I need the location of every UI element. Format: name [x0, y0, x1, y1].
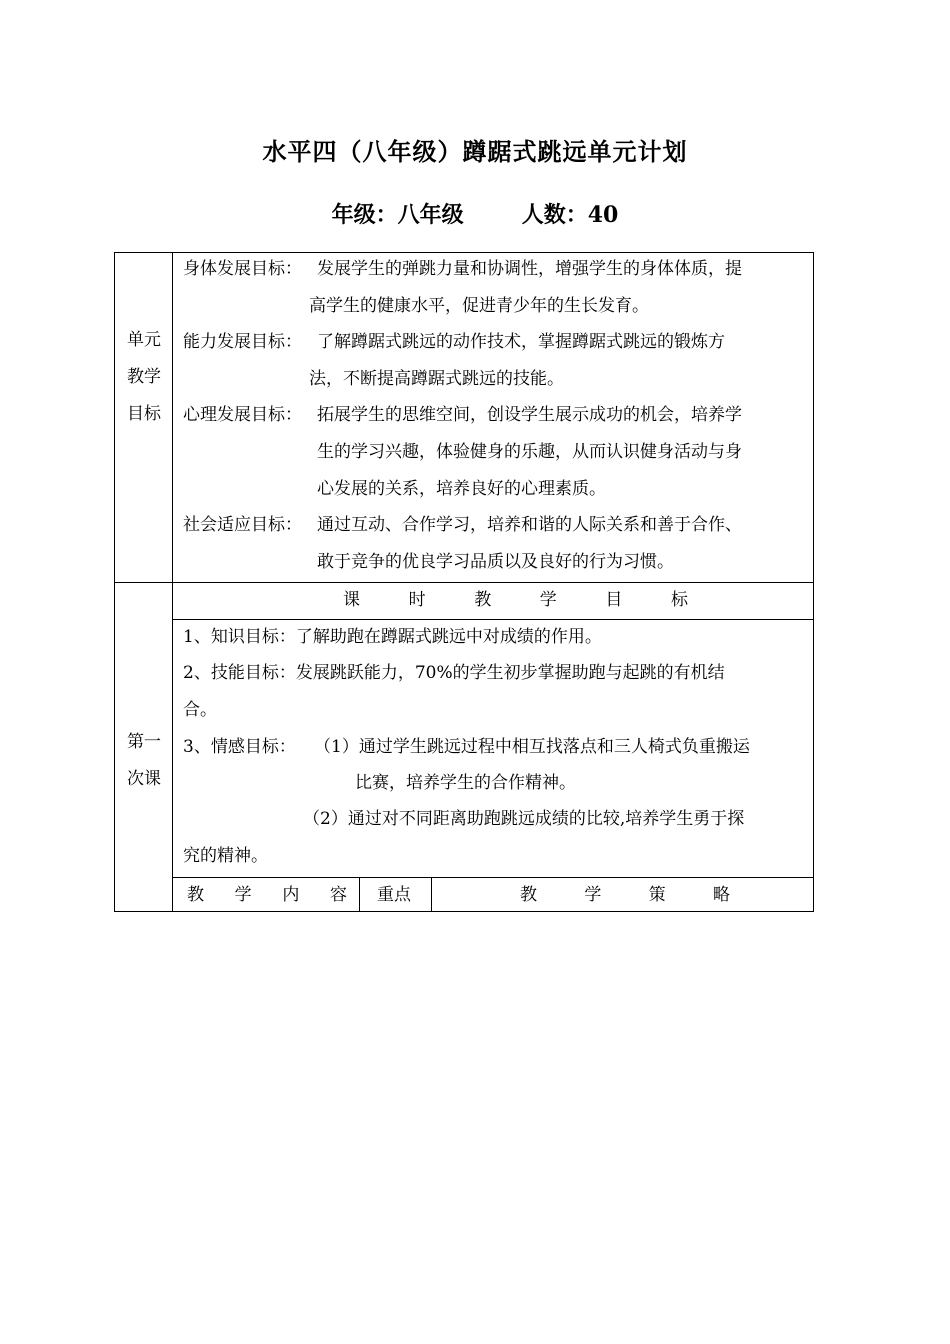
skill-goal-line-1: 2、技能目标：发展跳跃能力，70%的学生初步掌握助跑与起跳的有机结 — [183, 663, 725, 683]
teaching-strategy-header: 教 学 策 略 — [520, 885, 730, 905]
columns-header-divider — [172, 877, 813, 878]
social-goal-line-2: 敢于竞争的优良学习品质以及良好的行为习惯。 — [317, 552, 674, 572]
social-goal-line-1: 通过互动、合作学习，培养和谐的人际关系和善于合作、 — [317, 515, 742, 535]
document-title: 水平四（八年级）蹲踞式跳远单元计划 — [262, 137, 688, 166]
plan-table — [114, 252, 814, 912]
teaching-content-header: 教 学 内 容 — [187, 885, 347, 905]
body-goal-label: 身体发展目标： — [183, 259, 302, 279]
mental-goal-line-1: 拓展学生的思维空间，创设学生展示成功的机会，培养学 — [317, 405, 742, 425]
skill-goal-line-2: 合。 — [183, 700, 217, 720]
emotion-goal-1-line-2: 比赛，培养学生的合作精神。 — [355, 773, 576, 793]
grade-label: 年级：八年级 — [331, 202, 464, 228]
emotion-goal-label: 3、情感目标： — [183, 737, 296, 757]
mental-goal-line-3: 心发展的关系，培养良好的心理素质。 — [317, 479, 606, 499]
body-goal-line-2: 高学生的健康水平，促进青少年的生长发育。 — [309, 296, 649, 316]
body-goal-line-1: 发展学生的弹跳力量和协调性，增强学生的身体体质，提 — [317, 259, 742, 279]
emotion-goal-1-line-1: （1）通过学生跳远过程中相互找落点和三人椅式负重搬运 — [314, 737, 750, 757]
ability-goal-label: 能力发展目标： — [183, 332, 302, 352]
knowledge-goal: 1、知识目标：了解助跑在蹲踞式跳远中对成绩的作用。 — [183, 627, 602, 647]
mental-goal-label: 心理发展目标： — [183, 405, 302, 425]
key-column-divider — [431, 877, 432, 911]
document-subtitle — [0, 198, 950, 229]
emotion-goal-2-line-2: 究的精神。 — [183, 846, 268, 866]
goals-header-divider — [172, 619, 813, 620]
unit-goals-label: 单元 教学 目标 — [127, 330, 161, 424]
section-divider — [115, 582, 813, 583]
student-count-label: 人数：40 — [521, 202, 619, 228]
lesson-label: 第一 次课 — [127, 732, 161, 789]
emotion-goal-2-line-1: （2）通过对不同距离助跑跳远成绩的比较,培养学生勇于探 — [303, 809, 745, 829]
key-points-header: 重点 — [377, 885, 411, 905]
lesson-goals-header: 课 时 教 学 目 标 — [343, 590, 688, 610]
content-column-divider — [359, 877, 360, 911]
ability-goal-line-1: 了解蹲踞式跳远的动作技术，掌握蹲踞式跳远的锻炼方 — [317, 332, 725, 352]
mental-goal-line-2: 生的学习兴趣，体验健身的乐趣，从而认识健身活动与身 — [317, 442, 742, 462]
ability-goal-line-2: 法，不断提高蹲踞式跳远的技能。 — [309, 369, 564, 389]
social-goal-label: 社会适应目标： — [183, 515, 302, 535]
